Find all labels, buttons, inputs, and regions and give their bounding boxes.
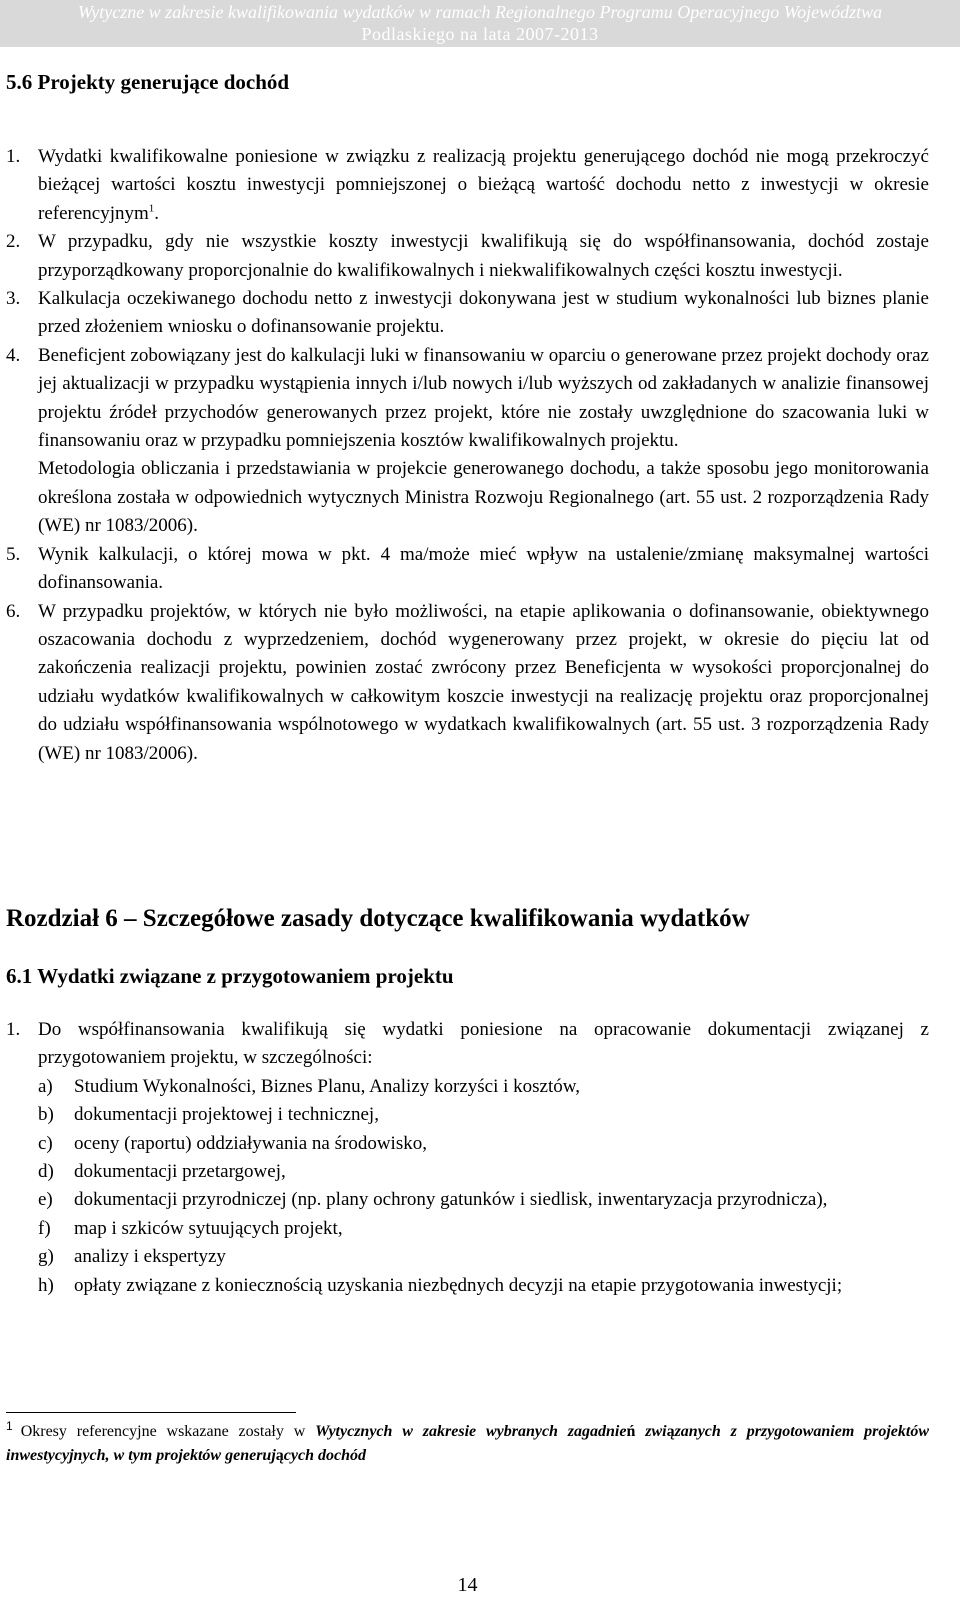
sub-item-letter: f) — [38, 1217, 51, 1239]
doc-ref-part: zwi — [635, 1423, 667, 1440]
list-item — [6, 598, 929, 768]
doc-ref-part: cych dochód — [283, 1447, 366, 1464]
page-number: 14 — [457, 1574, 478, 1596]
footnote-mark: 1 — [6, 1418, 13, 1433]
item-text: W przypadku projektów, w których nie było możliwości, na etapie aplikowania o dofinansowanie, obiektywnego oszacowania dochodu z wyprzedzeniem, dochód wygenerowany przez projekt, w okresie do pięciu lat od zakończenia realizacji projektu, powinien zostać zwrócony przez Beneficjenta w wysokości proporcjonalnej do udziału wydatków kwalifikowalnych w całkowitym koszcie inwestycji na realizację projektu oraz proporcjonalnej do udziału współfinansowania wspólnotowego w wydatkach kwalifikowalnych (art. 55 ust. 3 rozporządzenia Rady (WE) nr 1083/2006). — [38, 600, 929, 764]
sub-list-item — [38, 1158, 929, 1186]
list-item — [6, 143, 929, 228]
doc-ref-part: Wytycznych w zakresie wybranych zagadnie — [315, 1423, 627, 1440]
sub-list-item — [38, 1186, 929, 1214]
sub-list-item — [38, 1215, 929, 1243]
sub-item-letter: h) — [38, 1274, 54, 1296]
doc-ref-part: ń — [626, 1423, 636, 1440]
header-line-2: Podlaskiego na lata 2007-2013 — [361, 24, 599, 44]
sub-item-letter: a) — [38, 1075, 53, 1097]
list-item — [6, 228, 929, 285]
sub-item-text: dokumentacji projektowej i technicznej, — [74, 1104, 379, 1126]
doc-ref-part: ą — [666, 1423, 675, 1440]
sub-item-text: oceny (raportu) oddziaływania na środowisko, — [74, 1132, 427, 1154]
sub-item-letter: g) — [38, 1246, 54, 1268]
item-number: 1. — [6, 146, 21, 167]
item-text: W przypadku, gdy nie wszystkie koszty inwestycji kwalifikują się do współfinansowania, dochód zostaje przyporządkowany proporcjonalnie do kwalifikowalnych i niekwalifikowalnych części kosztu inwestycji. — [38, 231, 929, 281]
running-header — [0, 0, 960, 47]
list-item — [6, 285, 929, 342]
item-text: Beneficjent zobowiązany jest do kalkulacji luki w finansowaniu w oparciu o generowane przez projekt dochody oraz jej aktualizacji w przypadku wystąpienia innych i/lub nowych i/lub wyższych od zakładanych w analizie finansowej projektu źródeł przychodów generowanych przez projekt, które nie zostały uwzględnione do szacowania luki w finansowaniu oraz w przypadku pomniejszenia kosztów kwalifikowalnych projektu. — [38, 344, 929, 452]
sub-list-item — [38, 1073, 929, 1101]
section-5-6-title: 5.6 Projekty generujące dochód — [6, 70, 290, 94]
sub-item-letter: d) — [38, 1161, 54, 1183]
footnote-separator — [6, 1412, 296, 1413]
doc-ref-part: ą — [275, 1447, 284, 1464]
list-item — [6, 342, 929, 541]
footnote-reference[interactable]: 1 — [148, 202, 155, 215]
header-line-1: Wytyczne w zakresie kwalifikowania wydatków w ramach Regionalnego Programu Operacyjnego Województwa — [77, 2, 883, 22]
footnote-text: Okresy referencyjne wskazane zostały w — [20, 1423, 316, 1440]
sub-list-item — [38, 1243, 929, 1271]
item-text-end: . — [154, 202, 160, 224]
item-text: Wydatki kwalifikowalne poniesione w związku z realizacją projektu generującego dochód nie mogą przekroczyć bieżącej wartości kosztu inwestycji pomniejszonej o bieżącą wartość dochodu netto z inwestycji w okresie referencyjnym — [38, 146, 929, 224]
sub-list-item — [38, 1272, 929, 1300]
item-number: 5. — [6, 543, 21, 565]
item-text: Do współfinansowania kwalifikują się wydatki poniesione na opracowanie dokumentacji związanej z przygotowaniem projektu, w szczególności: — [38, 1019, 929, 1069]
item-number: 1. — [6, 1019, 21, 1040]
footnote — [6, 1420, 929, 1468]
item-number: 4. — [6, 344, 21, 366]
sub-item-text: analizy i ekspertyzy — [74, 1246, 226, 1268]
doc-ref-part: zanych z przygotowaniem projektów inwestycyjnych, w tym projektów generuj — [6, 1423, 929, 1464]
section-6-1-list — [6, 1016, 929, 1300]
section-5-6-list — [6, 143, 929, 768]
sub-item-text: opłaty związane z koniecznością uzyskania niezbędnych decyzji na etapie przygotowania inwestycji; — [74, 1274, 843, 1296]
section-6-1-title: 6.1 Wydatki związane z przygotowaniem projektu — [6, 964, 454, 988]
item-text: Kalkulacja oczekiwanego dochodu netto z inwestycji dokonywana jest w studium wykonalności lub biznes planie przed złożeniem wniosku o dofinansowanie projektu. — [38, 288, 929, 338]
sub-item-letter: c) — [38, 1132, 53, 1154]
item-text-paragraph-2: Metodologia obliczania i przedstawiania w projekcie generowanego dochodu, a także sposobu jego monitorowania określona została w odpowiednich wytycznych Ministra Rozwoju Regionalnego (art. 55 ust. 2 rozporządzenia Rady (WE) nr 1083/2006). — [38, 458, 929, 537]
list-item — [6, 1016, 929, 1300]
sub-item-letter: e) — [38, 1189, 53, 1211]
sub-item-text: Studium Wykonalności, Biznes Planu, Analizy korzyści i kosztów, — [74, 1075, 580, 1097]
item-text: Wynik kalkulacji, o której mowa w pkt. 4 ma/może mieć wpływ na ustalenie/zmianę maksymalnej wartości dofinansowania. — [38, 543, 929, 594]
sub-item-text: dokumentacji przetargowej, — [74, 1161, 286, 1183]
list-item — [6, 541, 929, 598]
item-number: 2. — [6, 231, 21, 253]
item-number: 6. — [6, 600, 21, 622]
chapter-6-title: Rozdział 6 – Szczegółowe zasady dotyczące kwalifikowania wydatków — [6, 905, 750, 932]
sub-item-text: map i szkiców sytuujących projekt, — [74, 1217, 343, 1239]
sub-list — [38, 1073, 929, 1300]
sub-list-item — [38, 1130, 929, 1158]
sub-list-item — [38, 1101, 929, 1129]
sub-item-text: dokumentacji przyrodniczej (np. plany ochrony gatunków i siedlisk, inwentaryzacja przyrodnicza), — [74, 1189, 828, 1211]
sub-item-letter: b) — [38, 1104, 54, 1126]
item-number: 3. — [6, 288, 21, 310]
